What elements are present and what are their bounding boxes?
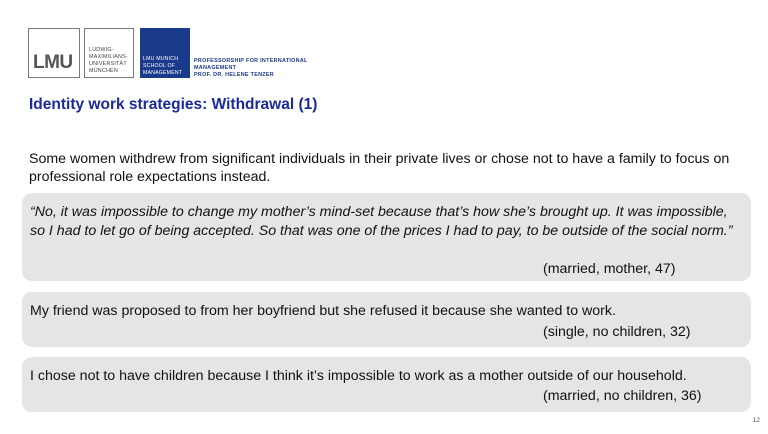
school-of-management-logo bbox=[140, 28, 190, 78]
quote-meta-3: (married, no children, 36) bbox=[543, 388, 702, 404]
slide-title: Identity work strategies: Withdrawal (1) bbox=[29, 96, 318, 113]
quote-meta-1: (married, mother, 47) bbox=[543, 261, 676, 277]
lmu-logo-text: LMU bbox=[33, 52, 73, 73]
lmu-logo bbox=[28, 28, 80, 78]
quote-text-2: My friend was proposed to from her boyfriend but she refused it because she wanted to work. bbox=[30, 303, 616, 319]
quote-meta-2: (single, no children, 32) bbox=[543, 324, 691, 340]
university-name: LUDWIG- MAXIMILIANS- UNIVERSITÄT MÜNCHEN bbox=[89, 47, 128, 74]
quote-text-3: I chose not to have children because I think it’s impossible to work as a mother outside of our household. bbox=[30, 368, 687, 384]
quote-box-2 bbox=[22, 292, 751, 347]
quote-box-3 bbox=[22, 357, 751, 412]
page-number: 12 bbox=[752, 417, 760, 424]
university-logo bbox=[84, 28, 134, 78]
school-name: LMU MUNICH SCHOOL OF MANAGEMENT bbox=[143, 56, 183, 76]
quote-box-1 bbox=[22, 193, 751, 281]
professorship-label: PROFESSORSHIP FOR INTERNATIONAL MANAGEMENT PROF. DR. HELENE TENZER bbox=[194, 58, 308, 78]
intro-text: Some women withdrew from significant individuals in their private lives or chose not to have a family to focus on professional role expectations instead. bbox=[29, 151, 730, 185]
quote-text-1: “No, it was impossible to change my mother’s mind-set because that’s how she’s brought up. It was impossible, so I had to let go of being accepted. So that was one of the prices I had to pay, to be outside of the social norm.” bbox=[30, 204, 733, 239]
